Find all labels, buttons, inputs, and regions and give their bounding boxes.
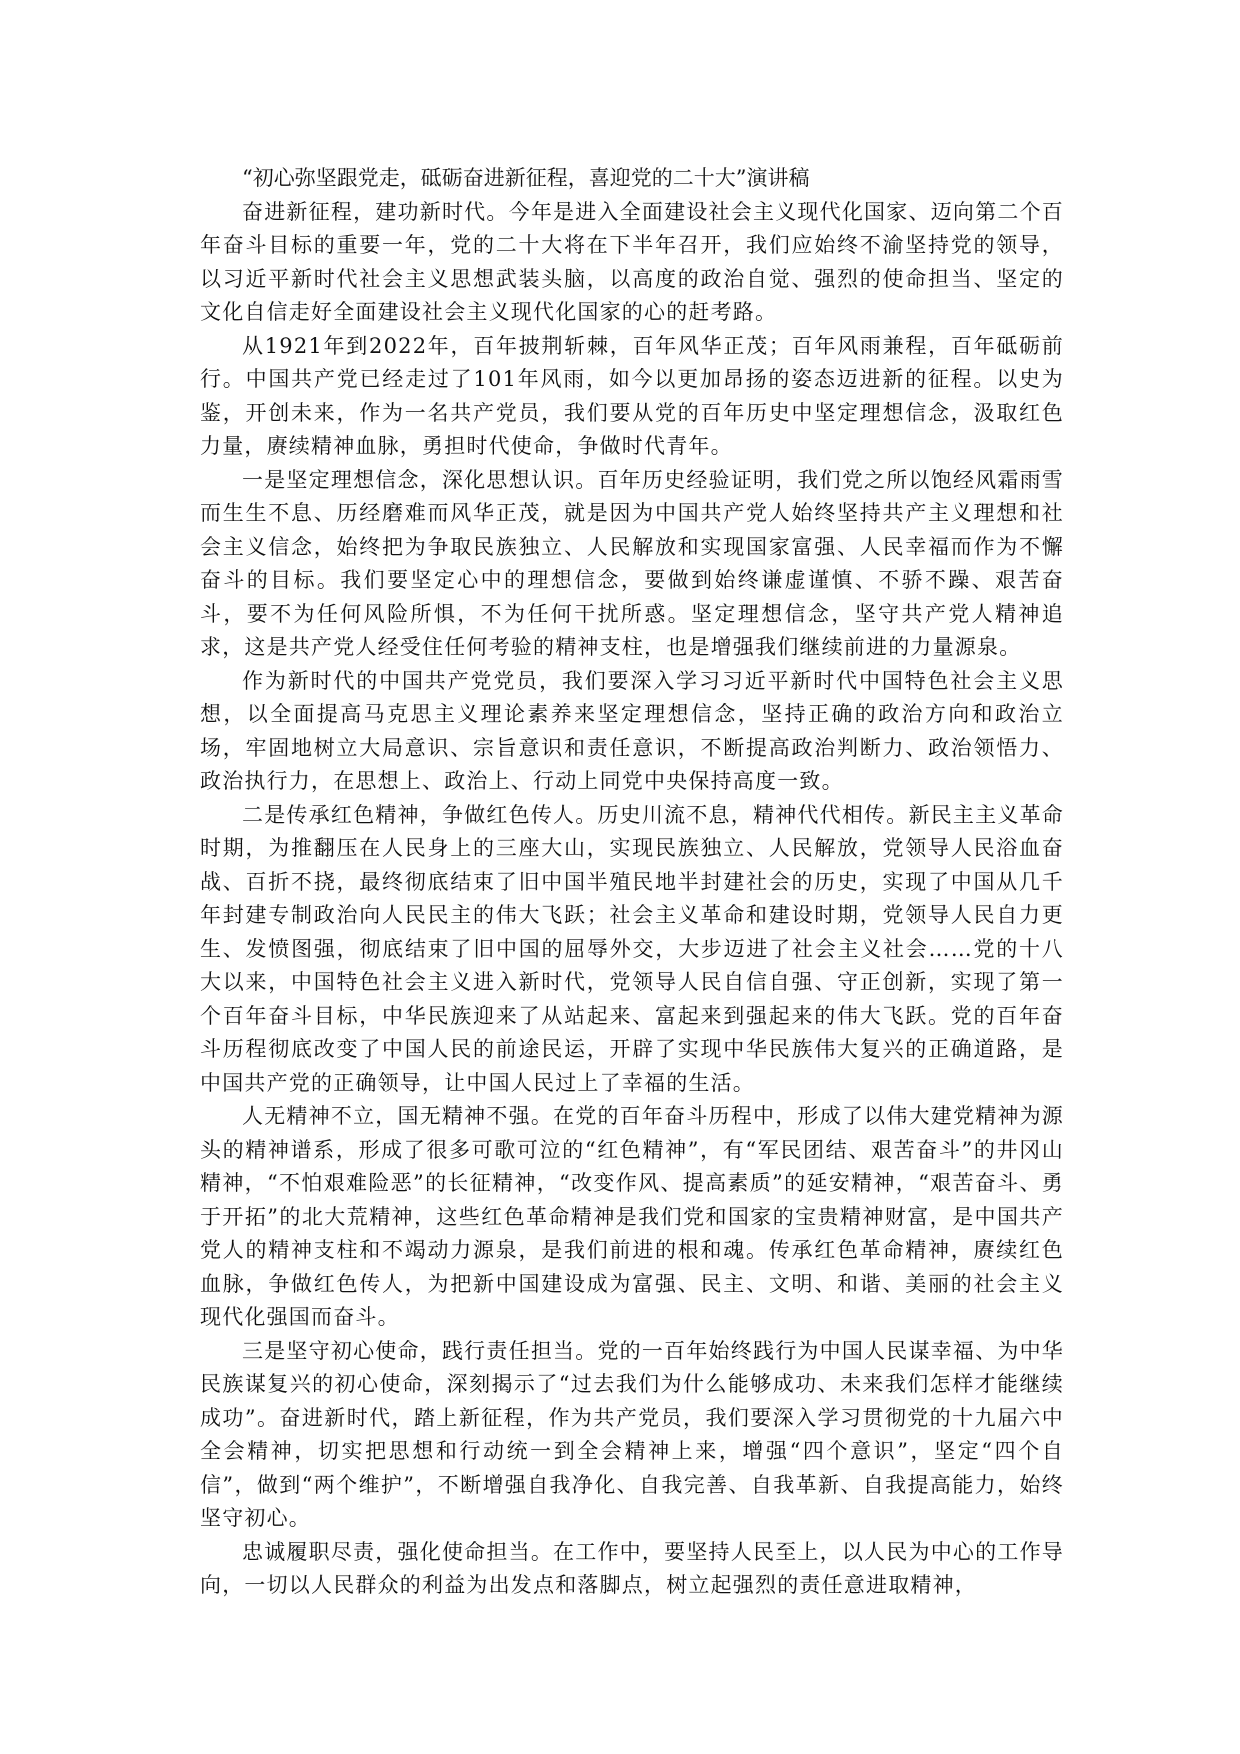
document-page <box>200 162 1064 1603</box>
paragraph-3: 一是坚定理想信念，深化思想认识。百年历史经验证明，我们党之所以饱经风霜雨雪而生生不息、历经磨难而风华正茂，就是因为中国共产党人始终坚持共产主义理想和社会主义信念，始终把为争取民族独立、人民解放和实现国家富强、人民幸福而作为不懈奋斗的目标。我们要坚定心中的理想信念，要做到始终谦虚谨慎、不骄不躁、艰苦奋斗，要不为任何风险所惧，不为任何干扰所惑。坚定理想信念，坚守共产党人精神追求，这是共产党人经受住任何考验的精神支柱，也是增强我们继续前进的力量源泉。 <box>200 467 1064 659</box>
document-title: “初心弥坚跟党走，砥砺奋进新征程，喜迎党的二十大”演讲稿 <box>242 166 810 190</box>
paragraph-4: 作为新时代的中国共产党党员，我们要深入学习习近平新时代中国特色社会主义思想，以全面提高马克思主义理论素养来坚定理想信念，坚持正确的政治方向和政治立场，牢固地树立大局意识、宗旨意识和责任意识，不断提高政治判断力、政治领悟力、政治执行力，在思想上、政治上、行动上同党中央保持高度一致。 <box>200 668 1064 793</box>
paragraph-5: 二是传承红色精神，争做红色传人。历史川流不息，精神代代相传。新民主主义革命时期，为推翻压在人民身上的三座大山，实现民族独立、人民解放，党领导人民浴血奋战、百折不挠，最终彻底结束了旧中国半殖民地半封建社会的历史，实现了中国从几千年封建专制政治向人民民主的伟大飞跃；社会主义革命和建设时期，党领导人民自力更生、发愤图强，彻底结束了旧中国的屈辱外交，大步迈进了社会主义社会……党的十八大以来，中国特色社会主义进入新时代，党领导人民自信自强、守正创新，实现了第一个百年奋斗目标，中华民族迎来了从站起来、富起来到强起来的伟大飞跃。党的百年奋斗历程彻底改变了中国人民的前途民运，开辟了实现中华民族伟大复兴的正确道路，是中国共产党的正确领导，让中国人民过上了幸福的生活。 <box>200 802 1064 1095</box>
paragraph-2: 从1921年到2022年，百年披荆斩棘，百年风华正茂；百年风雨兼程，百年砥砺前行。中国共产党已经走过了101年风雨，如今以更加昂扬的姿态迈进新的征程。以史为鉴，开创未来，作为一名共产党员，我们要从党的百年历史中坚定理想信念，汲取红色力量，赓续精神血脉，勇担时代使命，争做时代青年。 <box>200 333 1064 458</box>
paragraph-1: 奋进新征程，建功新时代。今年是进入全面建设社会主义现代化国家、迈向第二个百年奋斗目标的重要一年，党的二十大将在下半年召开，我们应始终不渝坚持党的领导，以习近平新时代社会主义思想武装头脑，以高度的政治自觉、强烈的使命担当、坚定的文化自信走好全面建设社会主义现代化国家的心的赶考路。 <box>200 199 1064 324</box>
paragraph-6: 人无精神不立，国无精神不强。在党的百年奋斗历程中，形成了以伟大建党精神为源头的精神谱系，形成了很多可歌可泣的“红色精神”，有“军民团结、艰苦奋斗”的井冈山精神，“不怕艰难险恶”的长征精神，“改变作风、提高素质”的延安精神，“艰苦奋斗、勇于开拓”的北大荒精神，这些红色革命精神是我们党和国家的宝贵精神财富，是中国共产党人的精神支柱和不竭动力源泉，是我们前进的根和魂。传承红色革命精神，赓续红色血脉，争做红色传人，为把新中国建设成为富强、民主、文明、和谐、美丽的社会主义现代化强国而奋斗。 <box>200 1104 1064 1329</box>
paragraph-8: 忠诚履职尽责，强化使命担当。在工作中，要坚持人民至上，以人民为中心的工作导向，一切以人民群众的利益为出发点和落脚点，树立起强烈的责任意进取精神， <box>200 1539 1064 1597</box>
paragraph-7: 三是坚守初心使命，践行责任担当。党的一百年始终践行为中国人民谋幸福、为中华民族谋复兴的初心使命，深刻揭示了“过去我们为什么能够成功、未来我们怎样才能继续成功”。奋进新时代，踏上新征程，作为共产党员，我们要深入学习贯彻党的十九届六中全会精神，切实把思想和行动统一到全会精神上来，增强“四个意识”，坚定“四个自信”，做到“两个维护”，不断增强自我净化、自我完善、自我革新、自我提高能力，始终坚守初心。 <box>200 1338 1064 1530</box>
